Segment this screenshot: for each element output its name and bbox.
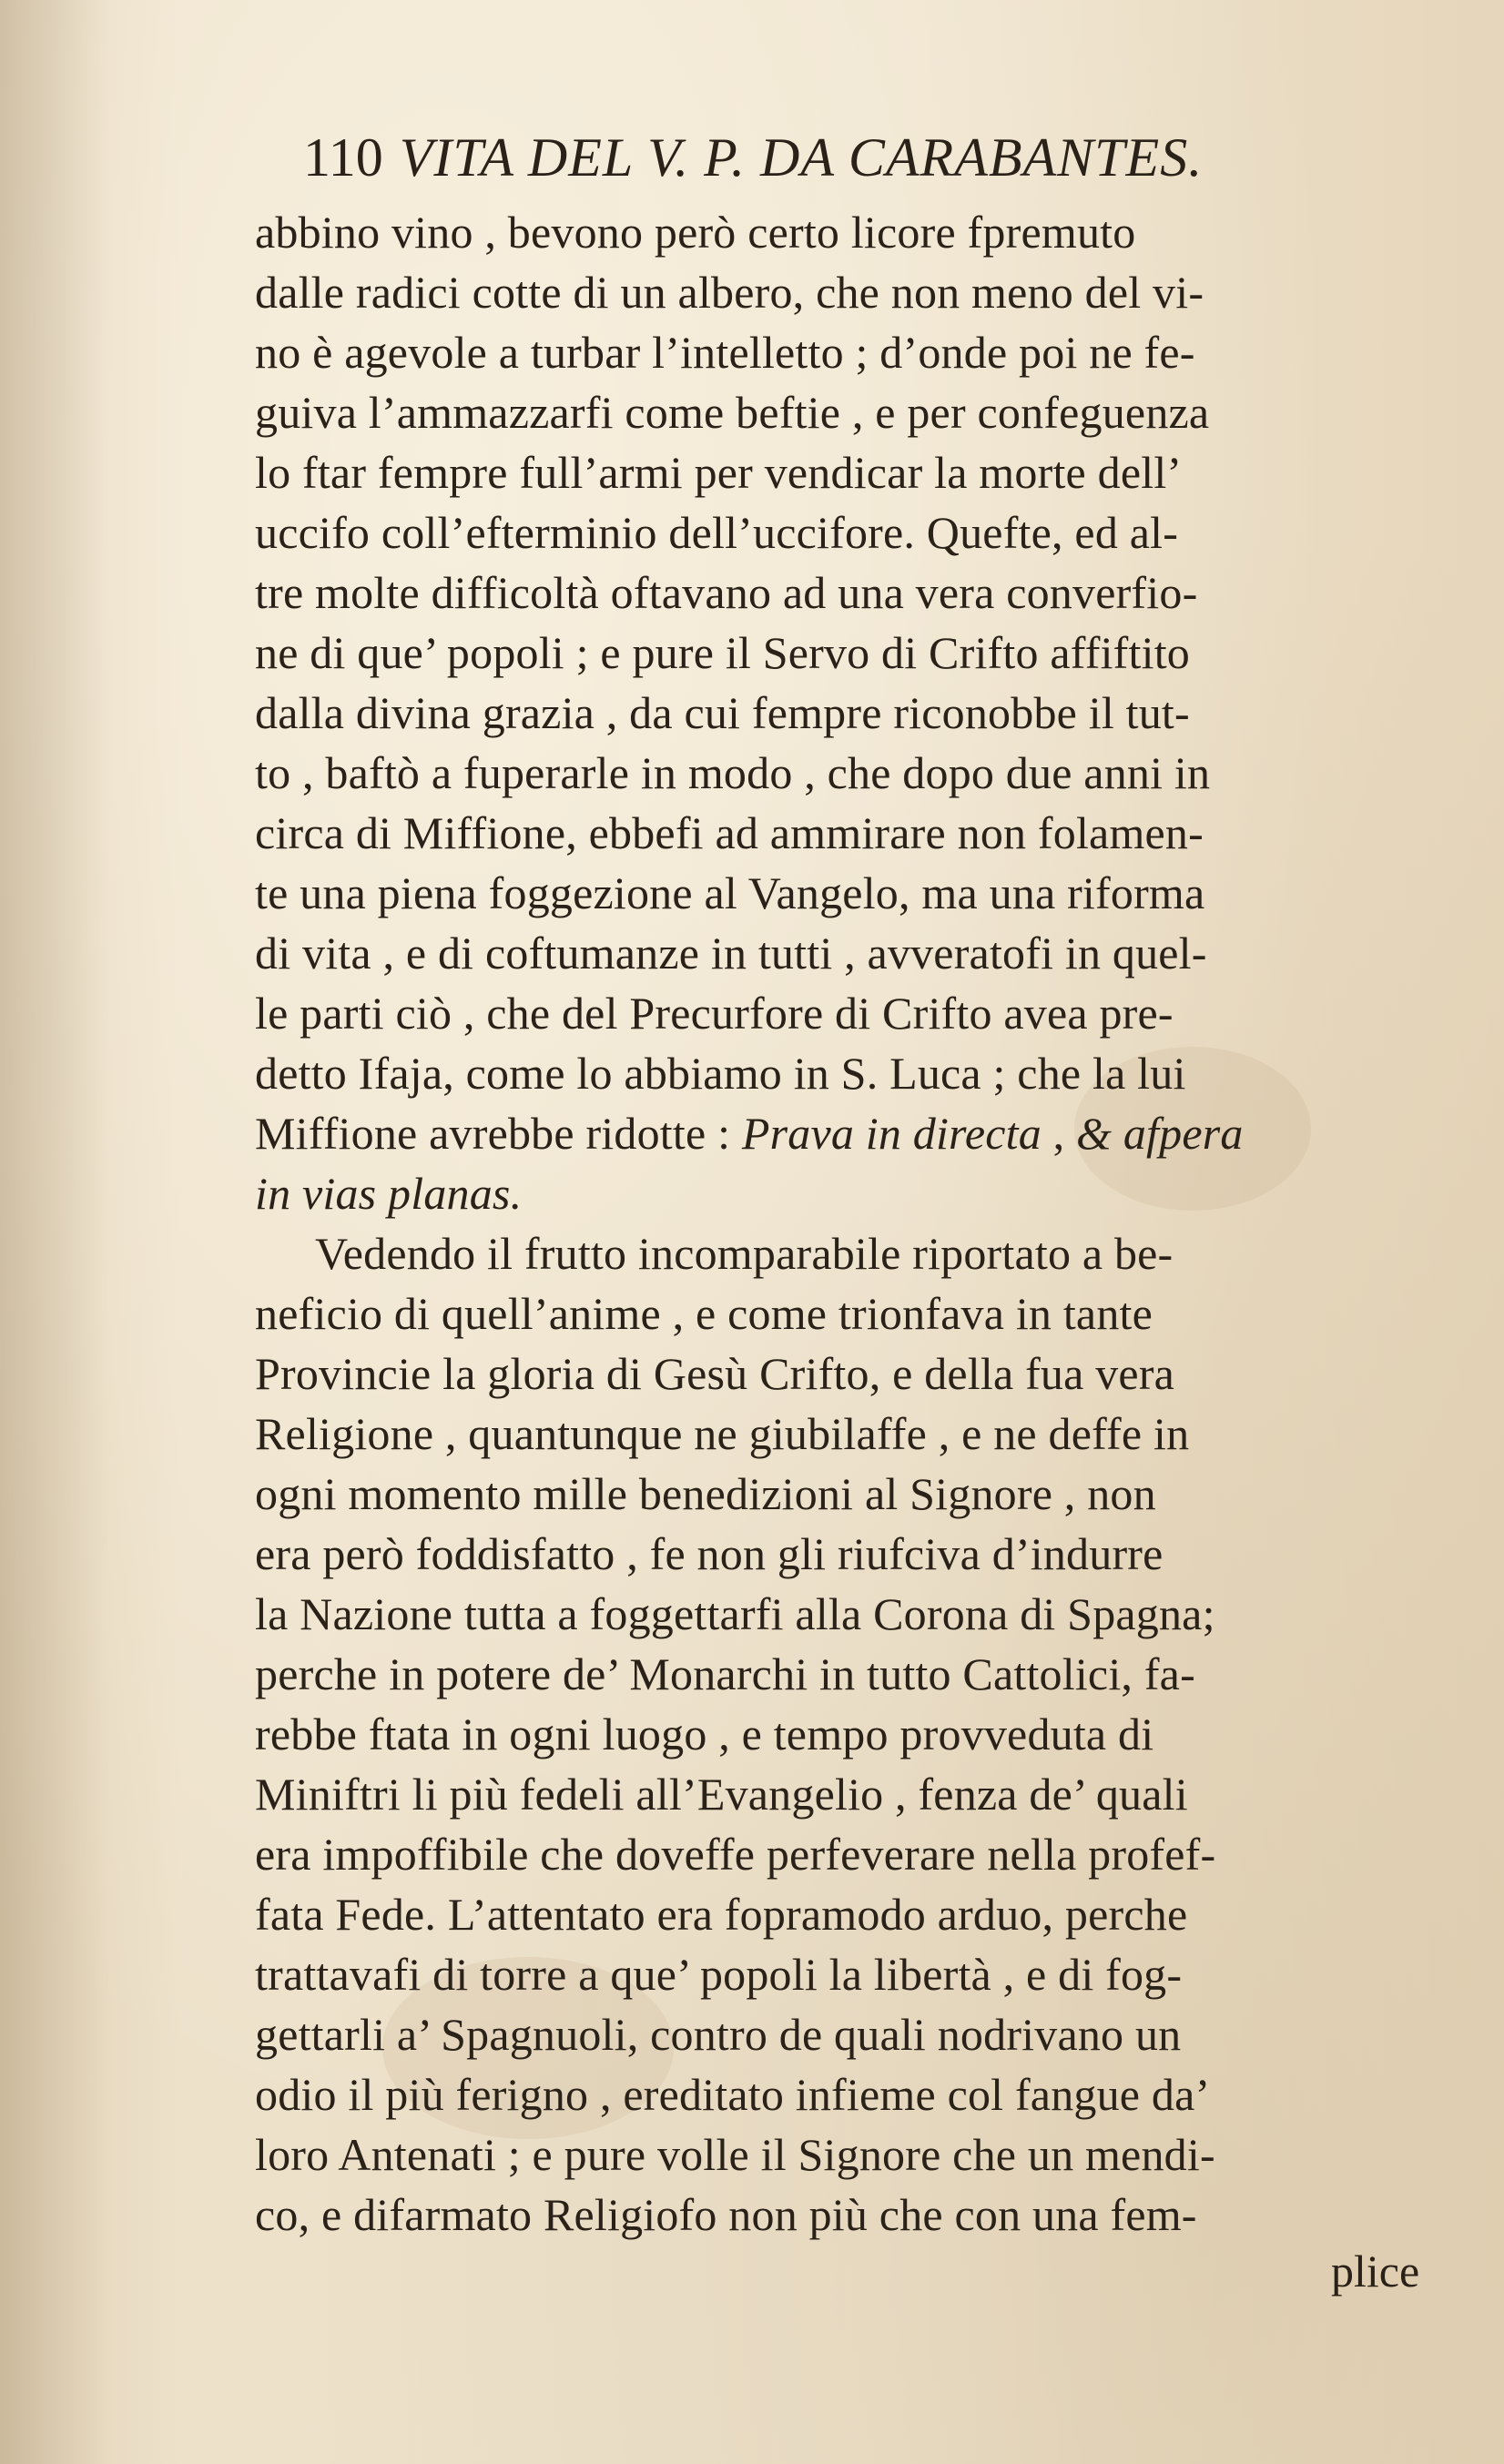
text-line	[255, 1704, 1475, 1764]
text-line	[255, 1043, 1475, 1103]
text-segment: uccifo coll’efterminio dell’uccifore. Quefte, ed al-	[255, 507, 1179, 558]
gutter-shadow	[0, 0, 109, 2464]
italic-text-segment: & afpera	[1076, 1108, 1244, 1159]
text-segment: Miffione avrebbe ridotte :	[255, 1108, 742, 1159]
text-line	[255, 262, 1475, 322]
text-line	[255, 1884, 1475, 1944]
text-segment: rebbe ftata in ogni luogo , e tempo provveduta di	[255, 1709, 1154, 1759]
text-line	[255, 2004, 1475, 2064]
text-segment: no è agevole a turbar l’intelletto ; d’onde poi ne fe-	[255, 327, 1195, 378]
text-line	[255, 623, 1475, 683]
text-line	[255, 322, 1475, 382]
text-segment: guiva l’ammazzarfi come beftie , e per confeguenza	[255, 387, 1210, 438]
text-segment: Provincie la gloria di Gesù Crifto, e della fua vera	[255, 1348, 1175, 1399]
text-segment: circa di Miffione, ebbefi ad ammirare non folamen-	[255, 807, 1204, 858]
text-segment: odio il più ferigno , ereditato infieme col fangue da’	[255, 2069, 1211, 2120]
text-line	[255, 743, 1475, 803]
text-line	[255, 563, 1475, 623]
text-line	[255, 1404, 1475, 1464]
text-segment: tre molte difficoltà oftavano ad una vera converfio-	[255, 567, 1198, 618]
text-segment: Miniftri li più fedeli all’Evangelio , fenza de’ quali	[255, 1769, 1188, 1820]
text-line	[255, 2064, 1475, 2124]
text-line	[255, 1464, 1475, 1524]
text-line	[255, 1584, 1475, 1644]
text-segment: co, e difarmato Religiofo non più che con una fem-	[255, 2189, 1197, 2240]
text-segment: abbino vino , bevono però certo licore fpremuto	[255, 207, 1136, 258]
text-segment: era impoffibile che doveffe perfeverare nella profef-	[255, 1829, 1216, 1880]
running-title: VITA DEL V. P. DA CARABANTES.	[399, 127, 1204, 188]
text-segment: le parti ciò , che del Precurfore di Crifto avea pre-	[255, 988, 1174, 1039]
text-segment: Vedendo il frutto incomparabile riportato a be-	[315, 1228, 1174, 1279]
text-line	[255, 1103, 1475, 1163]
text-line	[255, 863, 1475, 923]
text-line	[255, 1283, 1475, 1344]
text-segment: di vita , e di coftumanze in tutti , avveratofi in quel-	[255, 928, 1207, 979]
text-line	[255, 382, 1475, 442]
text-segment: la Nazione tutta a foggettarfi alla Corona di Spagna;	[255, 1588, 1215, 1639]
text-line	[255, 803, 1475, 863]
text-segment: gettarli a’ Spagnuoli, contro de quali nodrivano un	[255, 2009, 1182, 2060]
text-segment: trattavafi di torre a que’ popoli la libertà , e di fog-	[255, 1949, 1183, 2000]
text-line	[255, 1824, 1475, 1884]
text-line	[315, 1223, 1475, 1283]
text-segment: lo ftar fempre full’armi per vendicar la morte dell’	[255, 447, 1183, 498]
text-line	[255, 1524, 1475, 1584]
text-segment: te una piena foggezione al Vangelo, ma una riforma	[255, 867, 1205, 918]
text-line	[255, 923, 1475, 983]
text-segment: fata Fede. L’attentato era fopramodo arduo, perche	[255, 1889, 1188, 1940]
italic-text-segment: Prava in directa	[741, 1108, 1042, 1159]
text-line	[255, 1344, 1475, 1404]
text-segment: Religione , quantunque ne giubilaffe , e ne deffe in	[255, 1408, 1190, 1459]
text-line	[255, 2185, 1475, 2245]
catchword: plice	[1331, 2246, 1420, 2297]
text-line	[255, 442, 1475, 502]
text-segment: dalle radici cotte di un albero, che non meno del vi-	[255, 267, 1204, 318]
text-line	[255, 2124, 1475, 2185]
text-segment: loro Antenati ; e pure volle il Signore che un mendi-	[255, 2129, 1215, 2180]
text-segment: era però foddisfatto , fe non gli riufciva d’indurre	[255, 1528, 1164, 1579]
text-segment: ne di que’ popoli ; e pure il Servo di Crifto affiftito	[255, 627, 1190, 678]
text-line	[255, 202, 1475, 262]
text-segment: ogni momento mille benedizioni al Signore , non	[255, 1468, 1156, 1519]
text-line	[255, 1644, 1475, 1704]
text-line	[255, 983, 1475, 1043]
text-line	[255, 683, 1475, 743]
italic-text-segment: in vias planas.	[255, 1168, 523, 1219]
text-segment: detto Ifaja, come lo abbiamo in S. Luca ; che la lui	[255, 1048, 1186, 1099]
running-header	[303, 126, 1487, 189]
text-segment: to , baftò a fuperarle in modo , che dopo due anni in	[255, 747, 1211, 798]
text-segment: perche in potere de’ Monarchi in tutto Cattolici, fa-	[255, 1648, 1195, 1699]
text-line	[255, 1764, 1475, 1824]
text-line	[255, 1944, 1475, 2004]
page-number: 110	[303, 127, 383, 188]
text-segment: ,	[1041, 1108, 1077, 1159]
text-segment: neficio di quell’anime , e come trionfava in tante	[255, 1288, 1153, 1339]
text-line	[255, 1163, 1475, 1223]
text-line	[255, 502, 1475, 563]
text-segment: dalla divina grazia , da cui fempre riconobbe il tut-	[255, 687, 1190, 738]
